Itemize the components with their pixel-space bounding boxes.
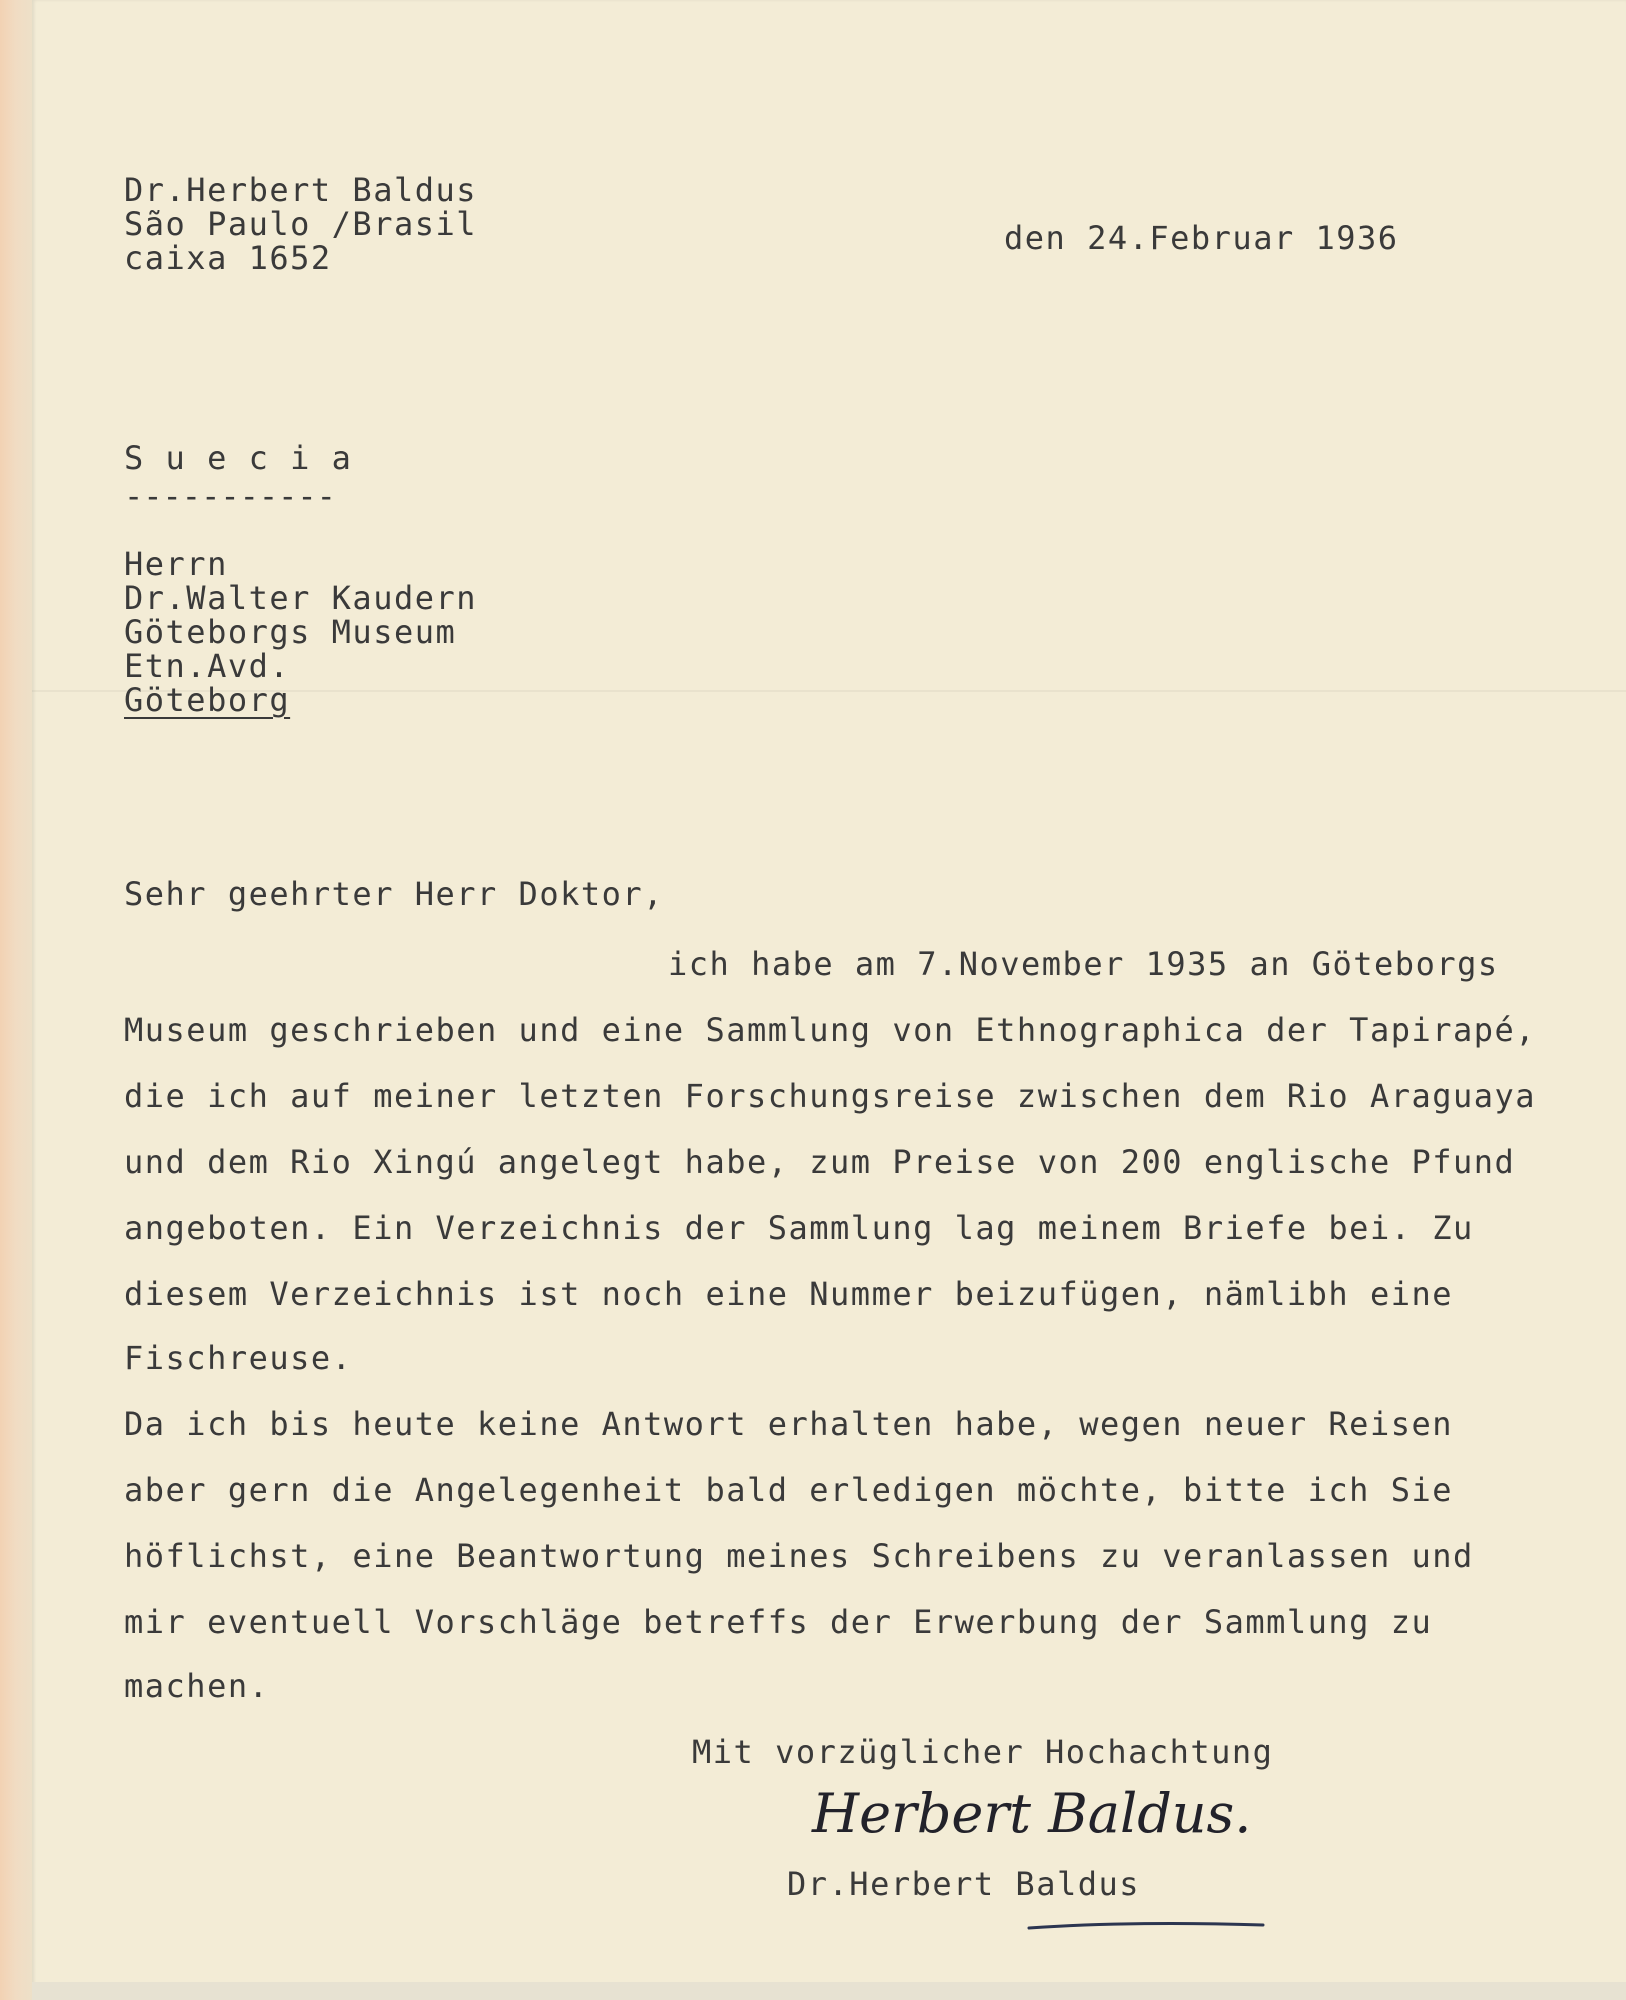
signatory-name: Dr.Herbert Baldus xyxy=(787,1865,1141,1903)
sender-name: Dr.Herbert Baldus xyxy=(124,171,478,209)
body-line: angeboten. Ein Verzeichnis der Sammlung lag meinem Briefe bei. Zu xyxy=(124,1209,1474,1247)
recipient-salutation: Herrn xyxy=(124,545,228,583)
letter-page xyxy=(32,0,1626,2000)
body-line: Fischreuse. xyxy=(124,1339,353,1377)
scan-bottom-edge xyxy=(32,1982,1626,2000)
body-line: aber gern die Angelegenheit bald erledigen möchte, bitte ich Sie xyxy=(124,1471,1453,1509)
recipient-name: Dr.Walter Kaudern xyxy=(124,579,478,617)
letter-date: den 24.Februar 1936 xyxy=(1004,219,1399,257)
sender-city: São Paulo /Brasil xyxy=(124,205,478,243)
body-line: die ich auf meiner letzten Forschungsreise zwischen dem Rio Araguaya xyxy=(124,1077,1537,1115)
body-line: und dem Rio Xingú angelegt habe, zum Preise von 200 englische Pfund xyxy=(124,1143,1516,1181)
pen-underline-stroke xyxy=(1027,1918,1267,1934)
country-rule: ----------- xyxy=(124,477,336,515)
body-line: Museum geschrieben und eine Sammlung von Ethnographica der Tapirapé, xyxy=(124,1011,1537,1049)
recipient-institution: Göteborgs Museum xyxy=(124,613,457,651)
sender-box: caixa 1652 xyxy=(124,239,332,277)
closing: Mit vorzüglicher Hochachtung xyxy=(692,1733,1274,1771)
recipient-department: Etn.Avd. xyxy=(124,647,291,685)
recipient-city: Göteborg xyxy=(124,681,291,719)
country-label: S u e c i a xyxy=(124,439,353,477)
binding-edge xyxy=(0,0,32,2000)
body-line: Da ich bis heute keine Antwort erhalten habe, wegen neuer Reisen xyxy=(124,1405,1453,1443)
greeting: Sehr geehrter Herr Doktor, xyxy=(124,875,664,913)
body-line: ich habe am 7.November 1935 an Göteborgs xyxy=(668,945,1499,983)
body-line: höflichst, eine Beantwortung meines Schreibens zu veranlassen und xyxy=(124,1537,1474,1575)
body-line: diesem Verzeichnis ist noch eine Nummer beizufügen, nämlibh eine xyxy=(124,1275,1453,1313)
body-line: machen. xyxy=(124,1667,270,1705)
handwritten-signature: Herbert Baldus. xyxy=(812,1782,1252,1845)
body-line: mir eventuell Vorschläge betreffs der Erwerbung der Sammlung zu xyxy=(124,1603,1433,1641)
